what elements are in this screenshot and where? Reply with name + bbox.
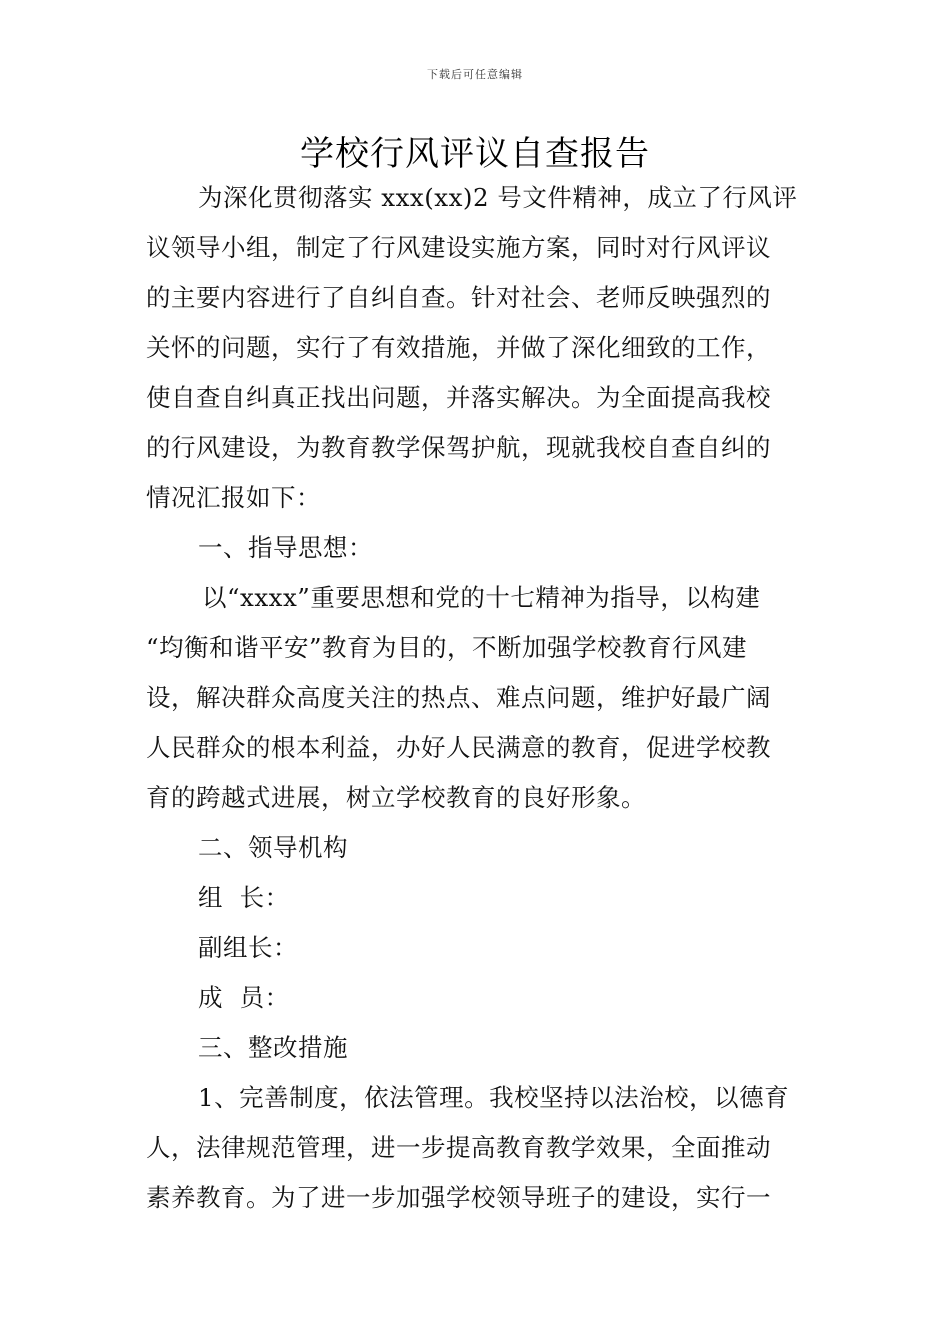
paragraph-line: 育的跨越式进展，树立学校教育的良好形象。	[146, 783, 646, 812]
document-body	[146, 173, 810, 1223]
paragraph-line: 人民群众的根本利益，办好人民满意的教育，促进学校教	[146, 733, 771, 762]
section-heading: 三、整改措施	[198, 1033, 348, 1062]
paragraph-line: 议领导小组，制定了行风建设实施方案，同时对行风评议	[146, 233, 771, 262]
paragraph-line: “均衡和谐平安”教育为目的，不断加强学校教育行风建	[146, 633, 748, 662]
document-title: 学校行风评议自查报告	[300, 134, 650, 174]
paragraph-line: 为深化贯彻落实 xxx(xx)2 号文件精神，成立了行风评	[198, 183, 798, 212]
paragraph-line: 素养教育。为了进一步加强学校领导班子的建设，实行一	[146, 1183, 771, 1212]
role-deputy-leader: 副组长：	[198, 933, 298, 962]
paragraph-line: 使自查自纠真正找出问题，并落实解决。为全面提高我校	[146, 383, 771, 412]
paragraph-line: 的行风建设，为教育教学保驾护航，现就我校自查自纠的	[146, 433, 771, 462]
role-members: 成 员：	[198, 983, 290, 1012]
paragraph-line: 1、完善制度，依法管理。我校坚持以法治校，以德育	[198, 1083, 790, 1112]
paragraph-line: 设，解决群众高度关注的热点、难点问题，维护好最广阔	[146, 683, 771, 712]
role-leader: 组 长：	[198, 883, 290, 912]
paragraph-line: 关怀的问题，实行了有效措施，并做了深化细致的工作，	[146, 333, 771, 362]
header-note: 下载后可任意编辑	[427, 68, 523, 81]
section-heading: 一、指导思想：	[198, 533, 373, 562]
paragraph-line: 以“xxxx”重要思想和党的十七精神为指导，以构建	[202, 583, 761, 612]
section-heading: 二、领导机构	[198, 833, 348, 862]
paragraph-line: 人，法律规范管理，进一步提高教育教学效果，全面推动	[146, 1133, 771, 1162]
paragraph-line: 的主要内容进行了自纠自查。针对社会、老师反映强烈的	[146, 283, 771, 312]
paragraph-line: 情况汇报如下：	[146, 483, 321, 512]
